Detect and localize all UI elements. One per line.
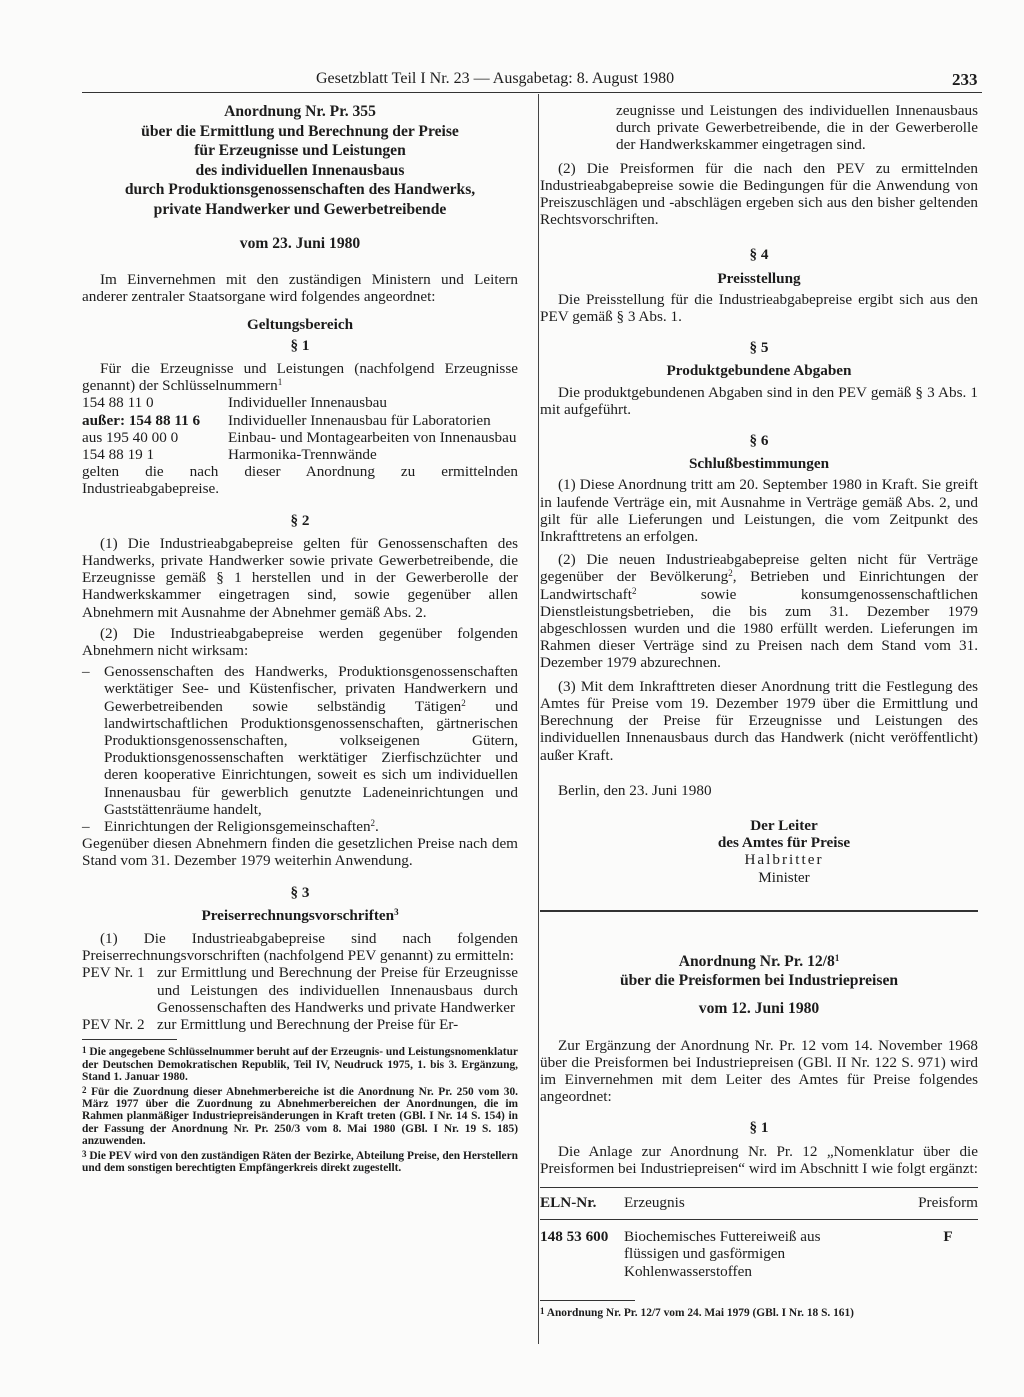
ordinance-title [82, 102, 518, 220]
pev-item [82, 1016, 518, 1033]
footnote: 1 Die angegebene Schlüsselnummer beruht auf der Erzeugnis- und Leistungsnomenklatur der Deutschen Demokratischen Republik, Teil IV, Neudruck 1975, 1. bis 3. Ergänzung, Stand 1. Januar 1980. [82, 1045, 518, 1084]
code-row [82, 429, 518, 446]
form-cell: F [943, 1228, 953, 1246]
section-number: § 4 [749, 246, 769, 264]
section-heading: Schlußbestimmungen [688, 455, 830, 473]
signer-title: Minister [758, 868, 810, 886]
footnote-ref[interactable]: 3 [394, 906, 399, 917]
code-label: Individueller Innenausbau für Laboratorien [228, 411, 491, 429]
paragraph: Für die Erzeugnisse und Leistungen (nachfolgend Erzeugnisse genannt) der Schlüsselnummern$^1$ [82, 359, 518, 395]
code: außer: 154 88 11 6 [82, 411, 201, 429]
ordinance-date: vom 23. Juni 1980 [239, 234, 361, 252]
header-rule [82, 92, 982, 93]
code: 154 88 11 0 [82, 394, 154, 412]
paragraph: (1) Diese Anordnung tritt am 20. September 1980 in Kraft. Sie greift in laufende Verträge ein, mit Ausnahme in Verträge gemäß Abs. 2, und gilt für alle Lieferungen und Leistungen, die vom Zeitpunkt des Inkrafttretens an erfolgen. [540, 476, 978, 546]
dash-item: – Genossenschaften des Handwerks, Produktionsgenossenschaften werktätiger See- und Küstenfischer, privaten Handwerkern und Gewerbetreibenden sowie selbständig Tätigen$^2$ und landwirtschaftlichen Produktionsgenossenschaften, gärtnerischen Produktionsgenossenschaften, volkseigenen Gütern, Produktionsgenossenschaften werktätiger Zierfischzüchter und deren kooperative Einrichtungen, soweit es sich um individuellen Innenausbau für gewerblich genutzte Ladeneinrichtungen und Gaststättenräume handelt, [82, 663, 518, 818]
paragraph: Die produktgebundenen Abgaben sind in den PEV gemäß § 3 Abs. 1 mit aufgeführt. [540, 383, 978, 418]
left-column [82, 102, 518, 1174]
column-divider [538, 94, 539, 1344]
price-form-table [540, 1187, 978, 1280]
pev-label: PEV Nr. 2 [82, 1016, 145, 1034]
signature-line: Der Leiter [750, 816, 818, 834]
footnote: 2 Für die Zuordnung dieser Abnehmerbereiche ist die Anordnung Nr. Pr. 250 vom 30. März 1977 über die Zuordnung zu Abnehmerbereichen der Anordnungen, die im Rahmen planmäßiger Industriepreisänderungen in Kraft treten (GBl. I Nr. 14 S. 154) in der Fassung der Anordnung Nr. Pr. 250/3 vom 8. Mai 1980 (GBl. I Nr. 19 S. 185) anzuwenden. [82, 1084, 518, 1148]
pev-text: zur Ermittlung und Berechnung der Preise für Erzeugnisse und Leistungen des individuellen Innenausbaus durch Genossenschaften des Handwerks und private Handwerker [157, 964, 518, 1016]
footnote-ref[interactable]: 2 [728, 568, 733, 579]
code: 154 88 19 1 [82, 445, 155, 463]
section-number: § 5 [749, 339, 769, 357]
footnote-ref[interactable]: 1 [277, 377, 283, 388]
running-title: Gesetzblatt Teil I Nr. 23 — Ausgabetag: 8. August 1980 [316, 70, 675, 87]
signature-block [540, 817, 978, 886]
code-label: Individueller Innenausbau [228, 394, 387, 412]
title-line: für Erzeugnisse und Leistungen [194, 142, 406, 160]
title-line: Anordnung Nr. Pr. $12/8^1$ [678, 952, 840, 970]
footnote-ref[interactable]: 2 [461, 697, 466, 708]
item-cell: Biochemisches Futtereiweiß aus flüssigen und gasförmigen Kohlenwasserstoffen [624, 1228, 821, 1280]
section-heading: Geltungsbereich [246, 315, 354, 333]
paragraph: (1) Die Industrieabgabepreise sind nach folgenden Preiserrechnungsvorschriften (nachfolgend PEV genannt) zu ermitteln: [82, 930, 518, 965]
paragraph: gelten die nach dieser Anordnung zu ermittelnden Industrieabgabepreise. [82, 463, 518, 498]
footnote-rule [540, 1300, 635, 1301]
place-date: Berlin, den 23. Juni 1980 [558, 781, 712, 799]
paragraph: Die Preisstellung für die Industrieabgabepreise ergibt sich aus den PEV gemäß § 3 Abs. 1. [540, 290, 978, 326]
code-row [82, 446, 518, 463]
paragraph: (2) Die Preisformen für die nach den PEV zu ermittelnden Industrieabgabepreise sowie die Bedingungen für die Anwendung von Preiszuschlägen und -abschlägen ergeben sich aus den bisher geltenden Rechtsvorschriften. [540, 159, 978, 229]
paragraph: (1) Die Industrieabgabepreise gelten für Genossenschaften des Handwerks, private Handwerker sowie private Gewerbetreibende, die Erzeugnisse gemäß § 1 herstellen und in der Gewerberolle der Handwerkskammer eingetragen sind, sowie gegenüber allen Abnehmern mit Ausnahme der Abnehmer gemäß Abs. 2. [82, 534, 518, 621]
title-line: über die Ermittlung und Berechnung der Preise [141, 122, 459, 140]
footnote-ref[interactable]: 2 [631, 585, 637, 596]
signature-line: des Amtes für Preise [717, 834, 851, 852]
code-label: Einbau- und Montagearbeiten von Innenausbau [228, 428, 517, 446]
ordinance-date-2: vom 12. Juni 1980 [698, 999, 820, 1017]
table-row [540, 1228, 978, 1280]
paragraph: (2) Die Industrieabgabepreise werden gegenüber folgenden Abnehmern nicht wirksam: [82, 624, 518, 660]
section-heading: Preiserrechnungsvorschriften$^3$ [201, 906, 399, 924]
eln-cell: 148 53 600 [540, 1228, 609, 1246]
footnote: 1 Anordnung Nr. Pr. 12/7 vom 24. Mai 1979 (GBl. I Nr. 18 S. 161) [540, 1305, 854, 1319]
page-number: 233 [952, 70, 978, 89]
paragraph: (2) Die neuen Industrieabgabepreise gelten nicht für Verträge gegenüber der Bevölkerung$^2$, Betrieben und Einrichtungen der Landwirtschaft$^2$ sowie konsumgenossenschaftlichen Dienstleistungsbetrieben, die bis zum 31. Dezember 1979 abgeschlossen wurden und die 1980 erfüllt werden. Lieferungen im Rahmen dieser Verträge sind zu Preisen nach dem Stand vom 31. Dezember 1979 abzurechnen. [540, 551, 979, 672]
column-header: Preisform [898, 1187, 978, 1219]
pev-label: PEV Nr. 1 [82, 964, 145, 982]
section-heading: Produktgebundene Abgaben [666, 362, 852, 380]
paragraph: Die Anlage zur Anordnung Nr. Pr. 12 „Nomenklatur über die Preisformen bei Industriepreisen“ wird im Abschnitt I wie folgt ergänzt: [540, 1142, 978, 1177]
signer-name: Halbritter [744, 851, 824, 869]
section-heading: Preisstellung [717, 269, 801, 287]
code-label: Harmonika-Trennwände [228, 445, 377, 463]
ordinance-title-2 [540, 952, 978, 991]
code: aus 195 40 00 0 [82, 428, 179, 446]
title-line: über die Preisformen bei Industriepreisen [619, 972, 899, 990]
footnote-ref[interactable]: 2 [370, 818, 376, 829]
section-number: § 1 [749, 1119, 769, 1137]
table-header [540, 1187, 978, 1219]
title-line: des individuellen Innenausbaus [195, 161, 405, 179]
paragraph: Gegenüber diesen Abnehmern finden die gesetzlichen Preise nach dem Stand vom 31. Dezember 1979 weiterhin Anwendung. [82, 835, 518, 870]
right-column [540, 102, 978, 1319]
code-row [82, 412, 518, 429]
intro-paragraph: Im Einvernehmen mit den zuständigen Ministern und Leitern anderer zentraler Staatsorgane wird folgendes angeordnet: [82, 271, 518, 306]
title-line: Anordnung Nr. Pr. 355 [224, 103, 376, 120]
footnote-rule [82, 1039, 177, 1040]
pev-text: zur Ermittlung und Berechnung der Preise für Er- [157, 1016, 459, 1034]
footnote-ref[interactable]: 1 [834, 952, 840, 963]
pev-continuation: zeugnisse und Leistungen des individuellen Innenausbaus durch private Gewerbetreibende, die in der Gewerberolle der Handwerkskammer eingetragen sind. [616, 102, 978, 154]
code-row [82, 394, 518, 411]
title-line: private Handwerker und Gewerbetreibende [153, 200, 447, 218]
section-number: § 3 [290, 883, 310, 901]
paragraph: (3) Mit dem Inkrafttreten dieser Anordnung tritt die Festlegung des Amtes für Preise vom 19. Dezember 1979 über die Ermittlung und Berechnung der Preise für Erzeugnisse und Leistungen des individuellen Innenausbaus durch das Handwerk (nicht veröffentlicht) außer Kraft. [540, 677, 978, 764]
pev-item [82, 964, 518, 1016]
column-header: ELN-Nr. [540, 1187, 624, 1219]
intro-paragraph-2: Zur Ergänzung der Anordnung Nr. Pr. 12 vom 14. November 1968 über die Preisformen bei Industriepreisen (GBl. II Nr. 122 S. 971) wird im Einvernehmen mit dem Leiter des Amtes für Preise folgendes angeordnet: [540, 1036, 978, 1106]
column-header: Erzeugnis [624, 1187, 898, 1219]
dash-item: – Einrichtungen der Religionsgemeinschaften$^2$. [82, 818, 379, 836]
footnote: 3 Die PEV wird von den zuständigen Räten der Bezirke, Abteilung Preise, den Herstellern und dem sonstigen berechtigten Empfängerkreis direkt zugestellt. [82, 1148, 518, 1174]
title-line: durch Produktionsgenossenschaften des Handwerks, [124, 181, 476, 199]
section-number: § 6 [749, 432, 769, 450]
section-number: § 1 [290, 336, 310, 354]
section-number: § 2 [290, 511, 310, 529]
